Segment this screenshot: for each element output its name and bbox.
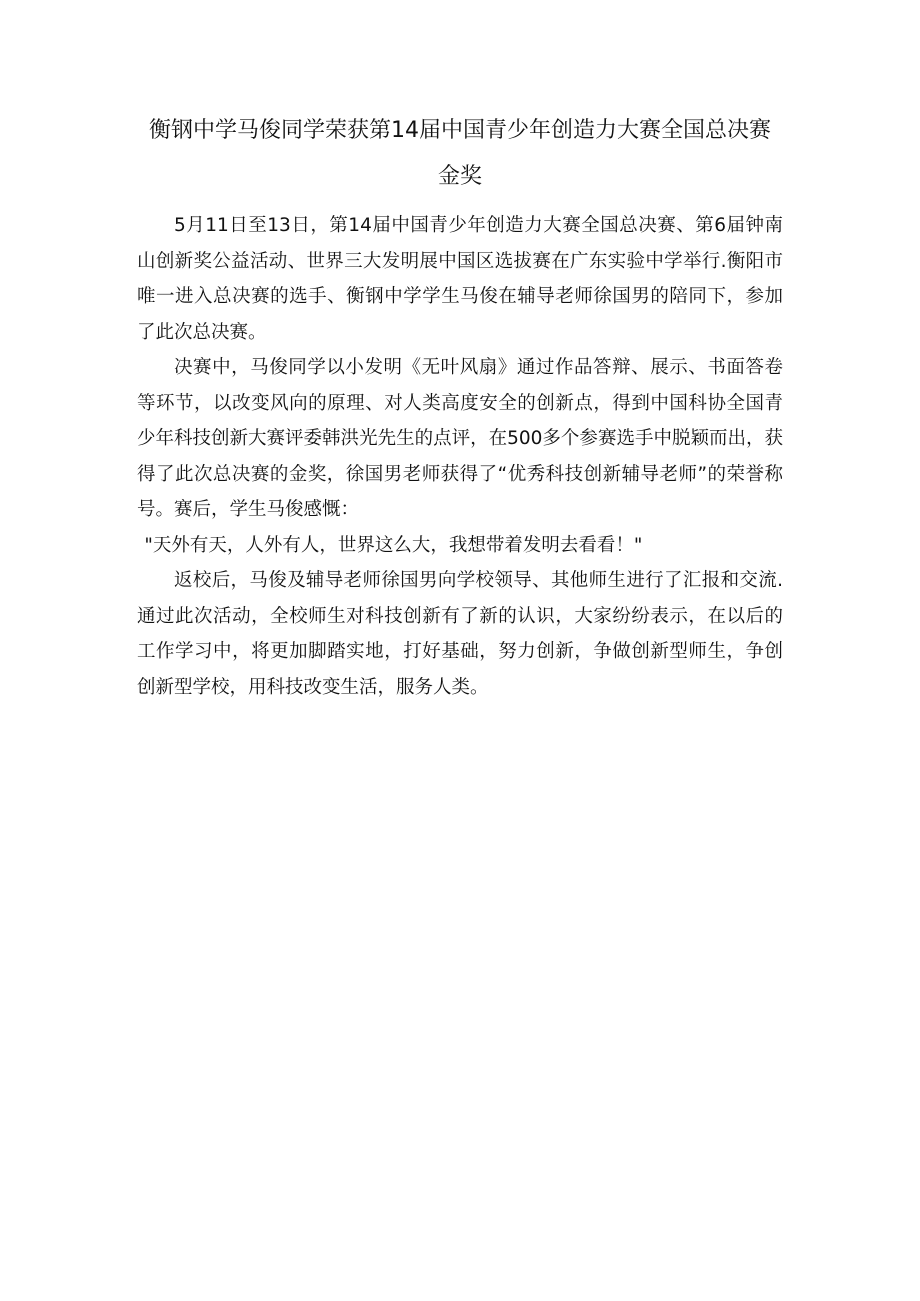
- quote-paragraph: "天外有天，人外有人，世界这么大，我想带着发明去看看！": [144, 534, 643, 556]
- article-body: [137, 208, 783, 705]
- paragraph-4: 返校后，马俊及辅导老师徐国男向学校领导、其他师生进行了汇报和交流.通过此次活动，全校师生对科技创新有了新的认识，大家纷纷表示，在以后的工作学习中，将更加脚踏实地，打好基础，努力创新，争做创新型师生，争创创新型学校，用科技改变生活，服务人类。: [137, 570, 783, 698]
- paragraph-1: 5月11日至13日，第14届中国青少年创造力大赛全国总决赛、第6届钟南山创新奖公益活动、世界三大发明展中国区选拔赛在广东实验中学举行.衡阳市唯一进入总决赛的选手、衡钢中学学生马俊在辅导老师徐国男的陪同下，参加了此次总决赛。: [137, 215, 783, 343]
- document-title: 衡钢中学马俊同学荣获第14届中国青少年创造力大赛全国总决赛金奖: [149, 118, 771, 189]
- paragraph-2: 决赛中，马俊同学以小发明《无叶风扇》通过作品答辩、展示、书面答卷等环节，以改变风向的原理、对人类高度安全的创新点，得到中国科协全国青少年科技创新大赛评委韩洪光先生的点评，在500多个参赛选手中脱颖而出，获得了此次总决赛的金奖，徐国男老师获得了“优秀科技创新辅导老师”的荣誉称号。赛后，学生马俊感慨：: [137, 357, 783, 520]
